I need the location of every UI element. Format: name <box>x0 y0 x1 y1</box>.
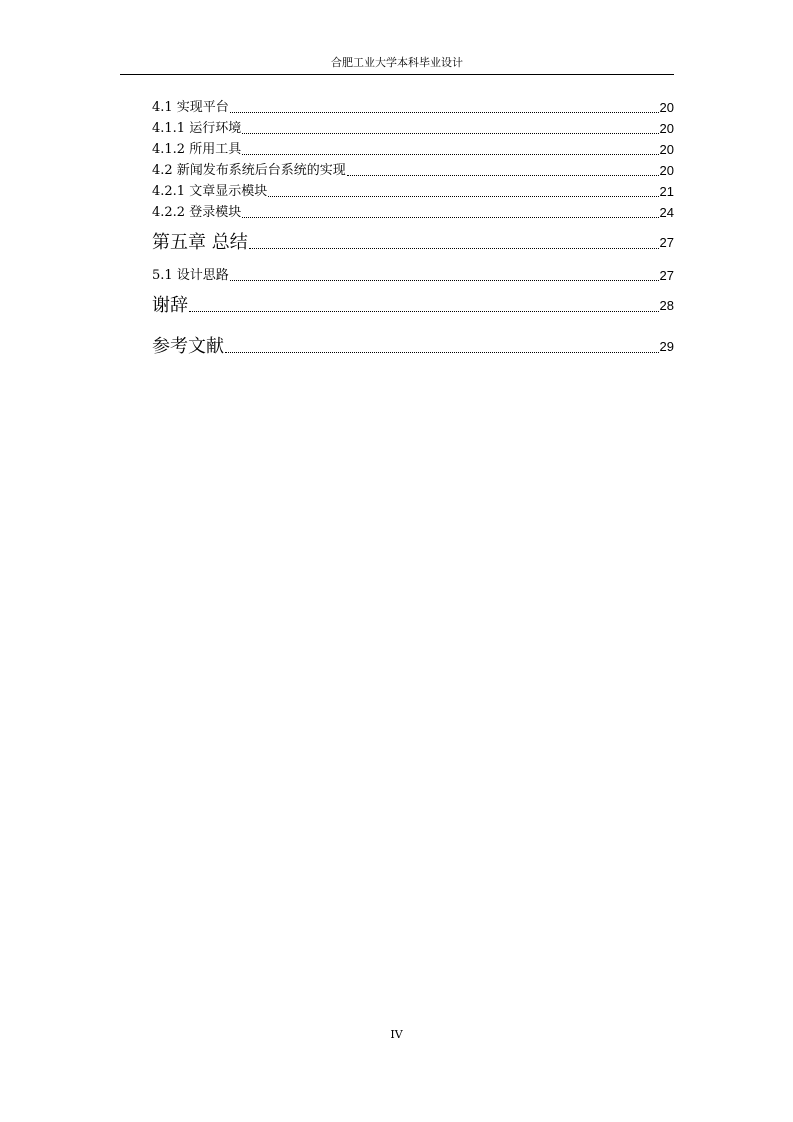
toc-page-number: 29 <box>659 339 674 354</box>
dot-leader <box>242 216 658 218</box>
toc-entry-4-2-2[interactable] <box>152 201 674 222</box>
toc-page-number: 27 <box>659 268 674 283</box>
toc-page-number: 20 <box>659 142 674 157</box>
dot-leader <box>268 195 658 197</box>
dot-leader <box>347 174 659 176</box>
toc-entry-4-2-1[interactable] <box>152 180 674 201</box>
toc-entry-4-2[interactable] <box>152 159 674 180</box>
toc-page-number: 20 <box>659 121 674 136</box>
toc-page-number: 28 <box>659 298 674 313</box>
table-of-contents <box>152 96 674 358</box>
toc-entry-label: 第五章 总结 <box>152 232 248 253</box>
toc-entry-label: 4.2 新闻发布系统后台系统的实现 <box>152 163 346 178</box>
dot-leader <box>242 153 658 155</box>
toc-page-number: 27 <box>659 235 674 250</box>
dot-leader <box>242 132 658 134</box>
toc-page-number: 20 <box>659 100 674 115</box>
toc-entry-label: 谢辞 <box>152 295 188 316</box>
toc-entry-5-1[interactable] <box>152 264 674 285</box>
dot-leader <box>225 351 659 353</box>
toc-entry-label: 4.1 实现平台 <box>152 100 229 115</box>
toc-entry-references[interactable] <box>152 336 674 358</box>
page-footer <box>0 1028 793 1041</box>
toc-entry-4-1-1[interactable] <box>152 117 674 138</box>
toc-entry-chapter-5[interactable] <box>152 232 674 254</box>
toc-entry-label: 参考文献 <box>152 336 224 357</box>
page-number: IV <box>390 1028 403 1041</box>
toc-entry-label: 4.1.1 运行环境 <box>152 121 242 136</box>
page-header <box>120 56 674 75</box>
toc-entry-4-1[interactable] <box>152 96 674 117</box>
toc-entry-label: 4.1.2 所用工具 <box>152 142 242 157</box>
dot-leader <box>249 247 659 249</box>
dot-leader <box>189 310 659 312</box>
header-title: 合肥工业大学本科毕业设计 <box>331 56 463 69</box>
toc-page-number: 24 <box>659 205 674 220</box>
toc-entry-acknowledgements[interactable] <box>152 295 674 317</box>
toc-page-number: 20 <box>659 163 674 178</box>
dot-leader <box>230 279 659 281</box>
dot-leader <box>230 111 659 113</box>
toc-entry-4-1-2[interactable] <box>152 138 674 159</box>
toc-entry-label: 4.2.2 登录模块 <box>152 205 242 220</box>
toc-entry-label: 5.1 设计思路 <box>152 268 229 283</box>
toc-page-number: 21 <box>659 184 674 199</box>
toc-entry-label: 4.2.1 文章显示模块 <box>152 184 268 199</box>
